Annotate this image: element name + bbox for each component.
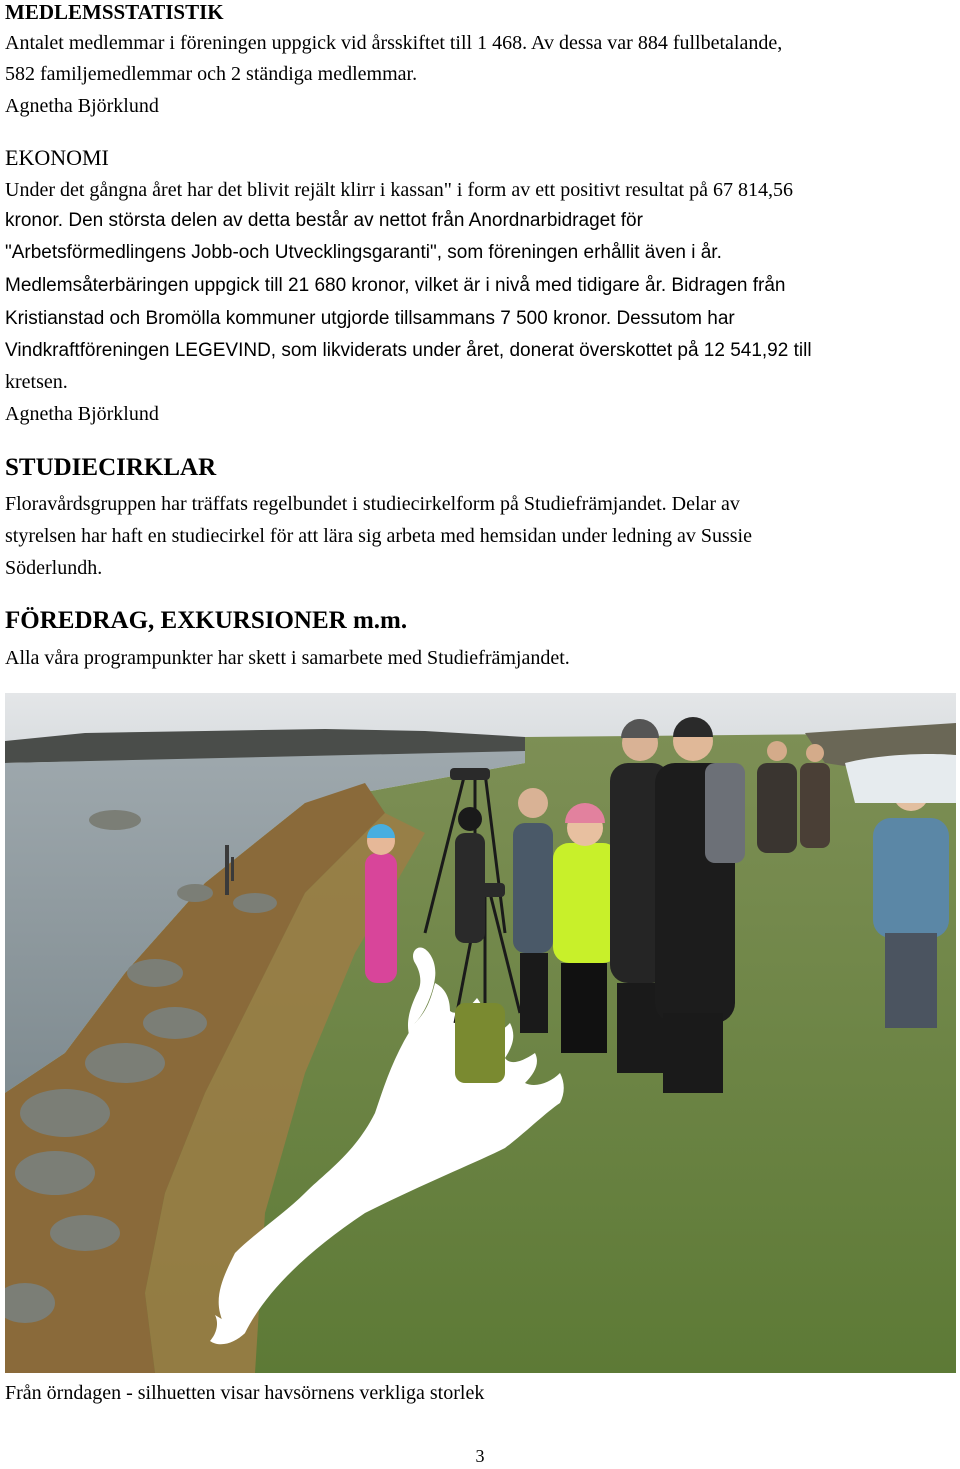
photo-eagle-day [5,693,956,1373]
ekonomi-line-5: Kristianstad och Bromölla kommuner utgjorde tillsammans 7 500 kronor. Dessutom har [5,308,735,329]
section-heading-medlemsstatistik: MEDLEMSSTATISTIK [5,0,224,24]
studie-line-2: styrelsen har haft en studiecirkel för att lära sig arbeta med hemsidan under ledning av Sussie [5,525,752,547]
studie-line-1: Floravårdsgruppen har träffats regelbundet i studiecirkelform på Studiefrämjandet. Delar av [5,493,740,515]
ekonomi-line-7: kretsen. [5,371,68,393]
medlem-line-1: Antalet medlemmar i föreningen uppgick vid årsskiftet till 1 468. Av dessa var 884 fullbetalande, [5,32,783,54]
foredrag-line-1: Alla våra programpunkter har skett i samarbete med Studiefrämjandet. [5,647,570,669]
ekonomi-line-6: Vindkraftföreningen LEGEVIND, som likviderats under året, donerat överskottet på 12 541,92 till [5,340,812,361]
ekonomi-line-2: kronor. Den största delen av detta består av nettot från Anordnarbidraget för [5,210,643,231]
ekonomi-line-4: Medlemsåterbäringen uppgick till 21 680 kronor, vilket är i nivå med tidigare år. Bidragen från [5,275,786,296]
studie-line-3: Söderlundh. [5,557,103,579]
section-heading-studiecirklar: STUDIECIRKLAR [5,454,217,481]
ekonomi-signature: Agnetha Björklund [5,403,159,425]
page-number: 3 [475,1446,485,1466]
ekonomi-line-3: "Arbetsförmedlingens Jobb-och Utvecklingsgaranti", som föreningen erhållit även i år. [5,242,722,263]
section-heading-foredrag: FÖREDRAG, EXKURSIONER m.m. [5,607,408,634]
photo-caption: Från örndagen - silhuetten visar havsörnens verkliga storlek [5,1382,485,1404]
section-heading-ekonomi: EKONOMI [5,145,109,170]
medlem-line-2: 582 familjemedlemmar och 2 ständiga medlemmar. [5,63,418,85]
ekonomi-line-1: Under det gångna året har det blivit rejält klirr i kassan" i form av ett positivt resultat på 67 814,56 [5,179,793,201]
medlem-signature: Agnetha Björklund [5,95,159,117]
